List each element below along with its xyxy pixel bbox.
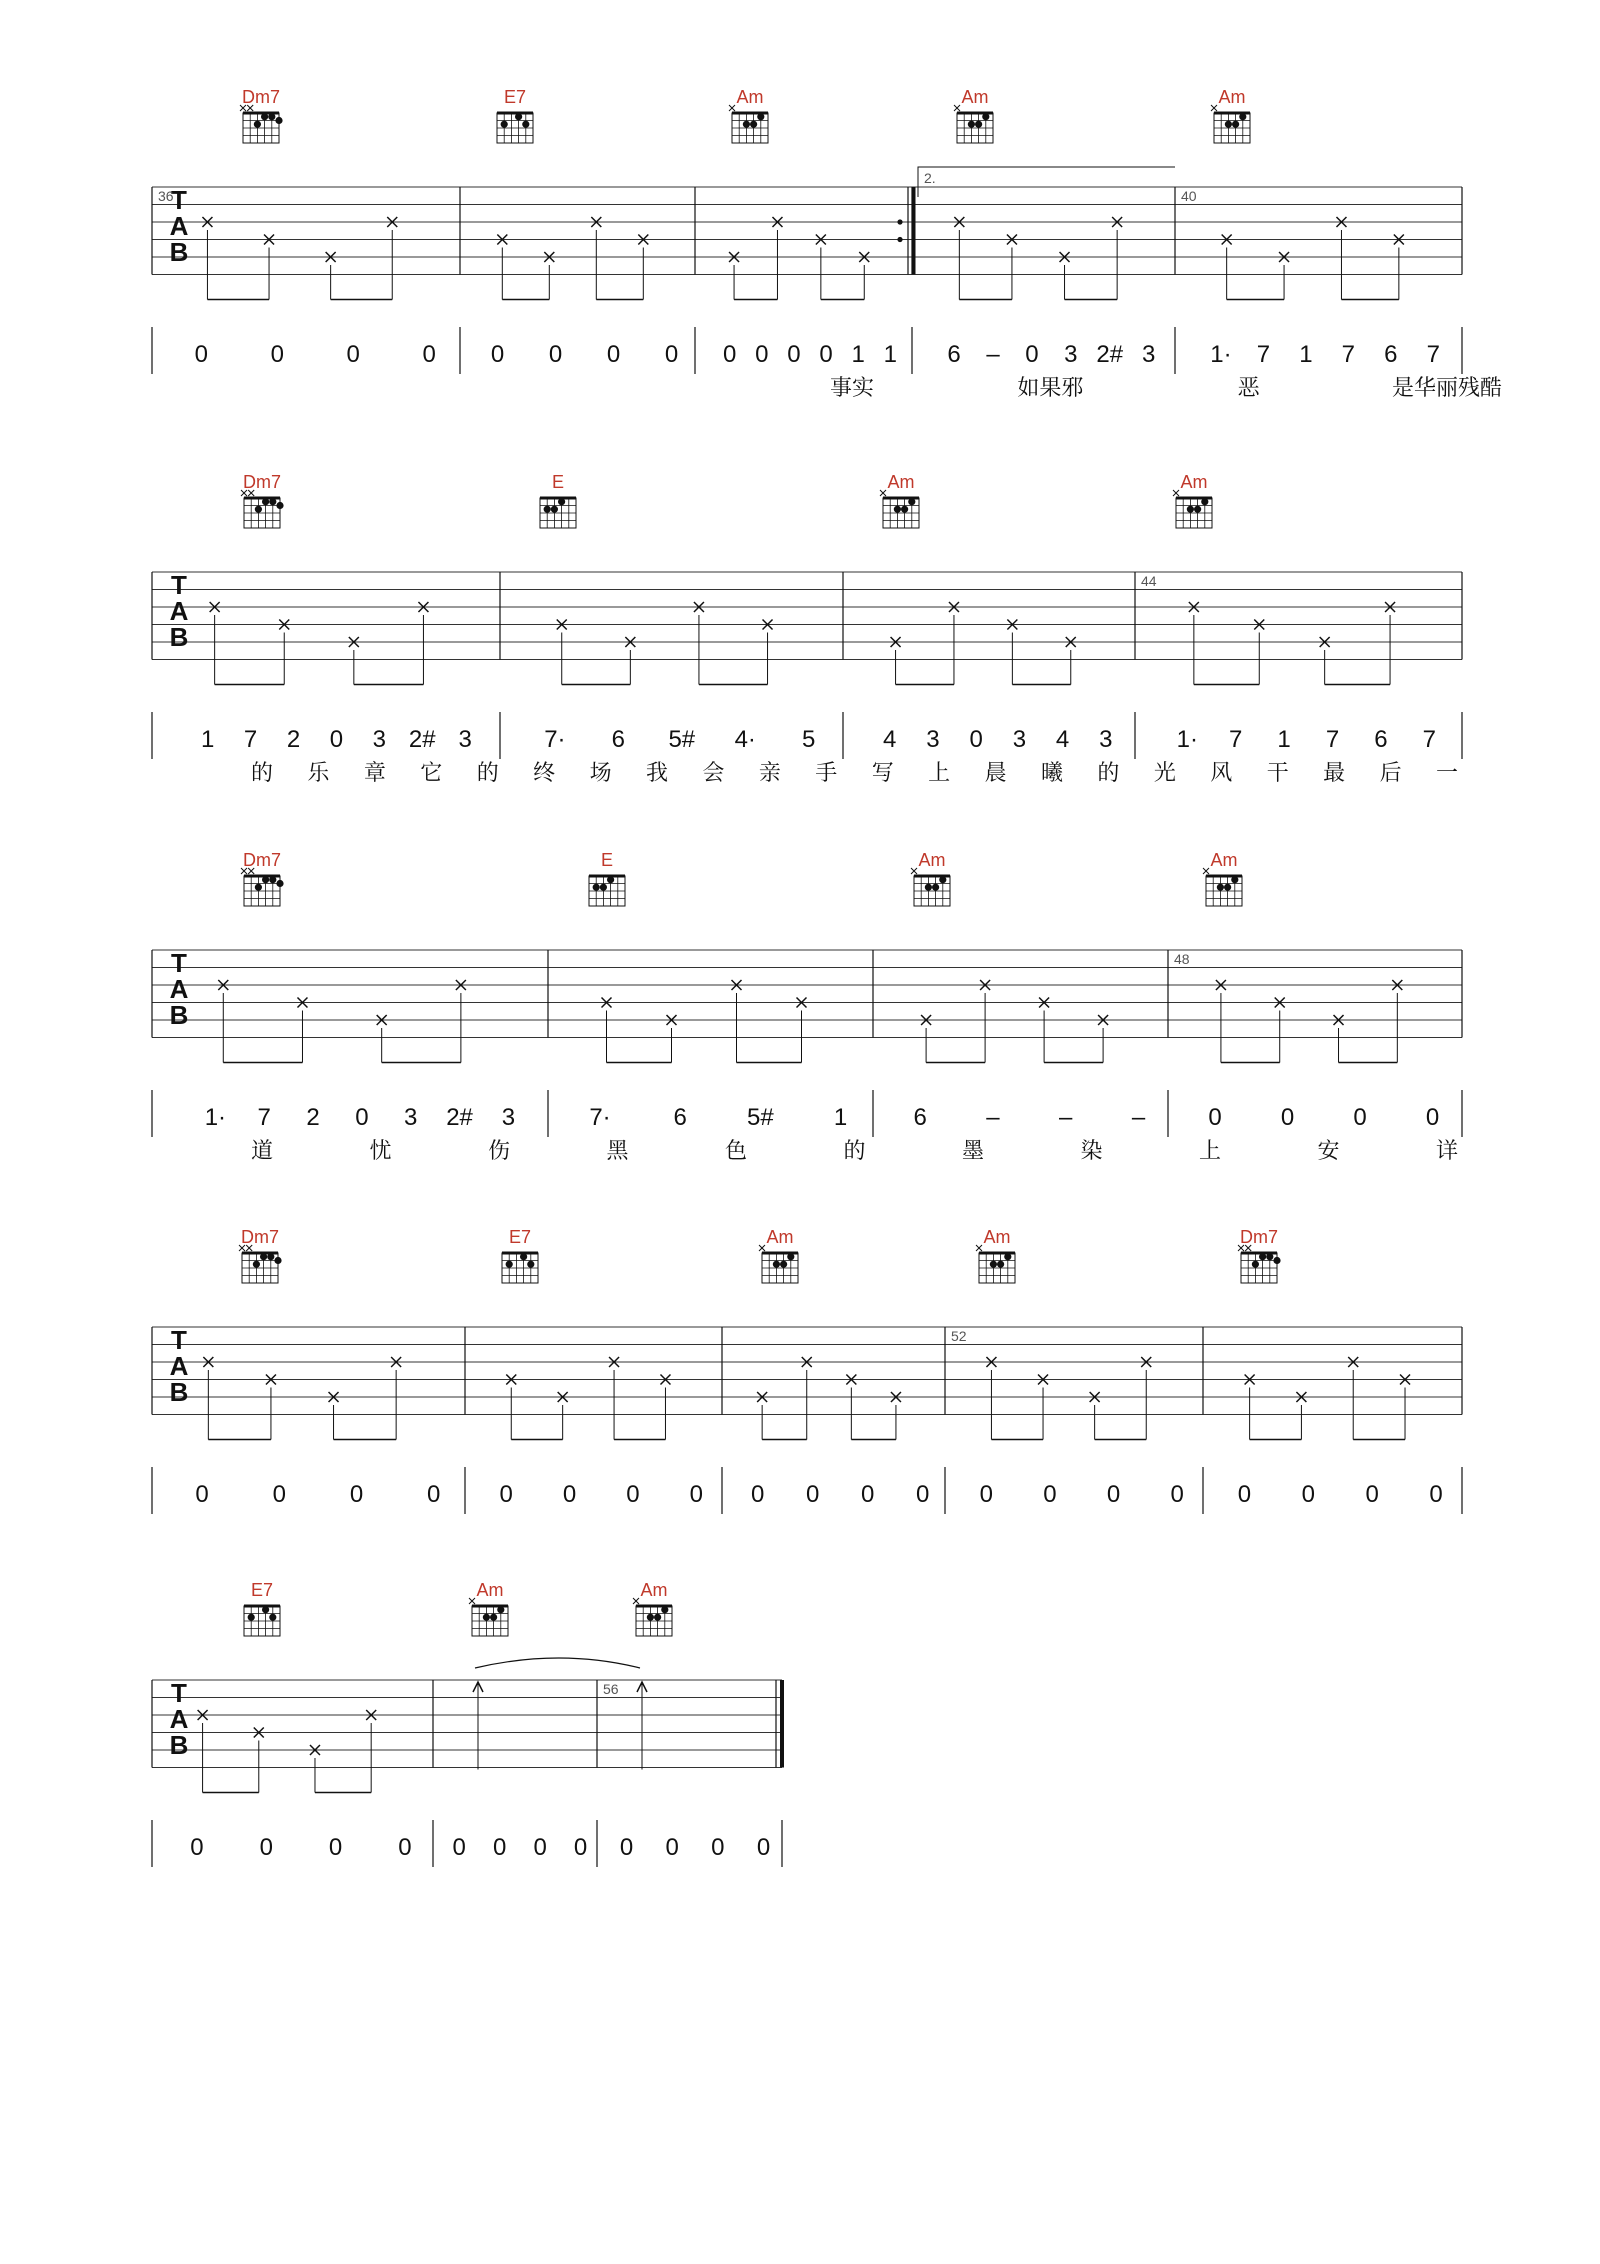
lyric-word: 晨 [984, 760, 1007, 785]
jianpu-note: 0 [1429, 1481, 1443, 1508]
chord-dot [787, 1253, 794, 1260]
chord-name: Dm7 [1239, 1227, 1279, 1247]
jianpu-note: 2 [286, 726, 301, 753]
jianpu-note: 0 [533, 1834, 547, 1861]
lyric-word: 上 [928, 760, 951, 785]
chord-dot [982, 113, 989, 120]
measure-number: 52 [951, 1328, 967, 1344]
measure-number: 44 [1141, 573, 1157, 589]
chord-dot [269, 498, 276, 505]
chord-dot [1187, 506, 1194, 513]
jianpu-note: – [1059, 1104, 1073, 1131]
tie-arc [475, 1658, 640, 1668]
jianpu-measure [883, 726, 1112, 753]
tab-clef-letter: T [171, 185, 187, 215]
jianpu-measure [751, 1481, 929, 1508]
lyric-word: 乐 [307, 760, 330, 785]
lyric-word: 伤 [487, 1138, 511, 1163]
chord-dot [490, 1614, 497, 1621]
chord-dot [520, 1253, 527, 1260]
chord-dot [780, 1261, 787, 1268]
jianpu-note: 0 [346, 341, 360, 368]
measure-number: 48 [1174, 951, 1190, 967]
jianpu-note: 0 [1425, 1104, 1440, 1131]
jianpu-measure [499, 1481, 703, 1508]
jianpu-measure [1208, 1104, 1439, 1131]
chord-dot [647, 1614, 654, 1621]
chord-dot [275, 117, 282, 124]
jianpu-measure [205, 1104, 515, 1131]
chord-dot [269, 1614, 276, 1621]
jianpu-note: 7 [1325, 726, 1340, 753]
jianpu-note: 7 [1341, 341, 1356, 368]
jianpu-note: 1 [201, 726, 215, 753]
chord-dot [483, 1614, 490, 1621]
lyric-word: 的 [1097, 760, 1120, 785]
jianpu-note: 7· [544, 726, 566, 753]
jianpu-note: 3 [1142, 341, 1156, 368]
jianpu-note: 2# [1096, 341, 1124, 368]
jianpu-measure [980, 1481, 1184, 1508]
volta-bracket [918, 167, 1175, 197]
jianpu-note: 2# [408, 726, 436, 753]
jianpu-note: – [986, 341, 1000, 368]
chord-dot [255, 506, 262, 513]
jianpu-note: 0 [787, 341, 801, 368]
jianpu-note: 0 [664, 341, 679, 368]
jianpu-note: 0 [499, 1481, 513, 1508]
lyric-word: 事实 [829, 375, 875, 400]
chord-name: Dm7 [241, 87, 281, 107]
jianpu-measure [620, 1834, 770, 1861]
chord-name: Am [640, 1580, 668, 1600]
chord-dot [261, 113, 268, 120]
jianpu-note: 1 [851, 341, 865, 368]
chord-dot [593, 884, 600, 891]
lyric-word: 上 [1198, 1138, 1222, 1163]
jianpu-note: 0 [1237, 1481, 1252, 1508]
chord-name: Am [766, 1227, 794, 1247]
jianpu-measure [1210, 341, 1440, 368]
jianpu-note: 5# [668, 726, 696, 753]
lyric-word: 光 [1153, 760, 1176, 785]
chord-dot [551, 506, 558, 513]
jianpu-note: – [1131, 1104, 1146, 1131]
jianpu-note: 0 [422, 341, 436, 368]
chord-name: Dm7 [242, 472, 282, 492]
jianpu-note: 0 [1280, 1104, 1295, 1131]
jianpu-note: 1 [833, 1104, 848, 1131]
jianpu-note: 5# [746, 1104, 774, 1131]
chord-dot [248, 1614, 255, 1621]
chord-dot [255, 884, 262, 891]
jianpu-note: 0 [328, 1834, 343, 1861]
jianpu-measure [914, 1104, 1146, 1131]
jianpu-measure [453, 1834, 588, 1861]
chord-dot [253, 1261, 260, 1268]
chord-name: Am [983, 1227, 1011, 1247]
chord-dot [501, 121, 508, 128]
lyric-word: 手 [815, 760, 838, 785]
tab-clef-letter: T [171, 1325, 187, 1355]
volta-label: 2. [924, 170, 936, 186]
tab-clef-letter: B [169, 1730, 189, 1760]
chord-dot [939, 876, 946, 883]
chord-dot [1231, 876, 1238, 883]
lyric-word: 亲 [758, 760, 781, 785]
lyric-word: 的 [476, 760, 499, 785]
jianpu-note: 7· [589, 1104, 611, 1131]
repeat-dot [897, 237, 902, 242]
jianpu-note: 0 [756, 1834, 771, 1861]
jianpu-note: 4 [1055, 726, 1070, 753]
jianpu-note: 3 [926, 726, 940, 753]
chord-dot [750, 121, 757, 128]
jianpu-note: 0 [329, 726, 344, 753]
jianpu-note: 7 [1256, 341, 1271, 368]
lyric-word: 最 [1323, 760, 1346, 785]
lyric-word: 场 [589, 760, 612, 785]
jianpu-note: 3 [1012, 726, 1027, 753]
jianpu-note: 0 [355, 1104, 369, 1131]
chord-dot [925, 884, 932, 891]
jianpu-note: 0 [490, 341, 505, 368]
jianpu-note: 5 [802, 726, 816, 753]
chord-dot [773, 1261, 780, 1268]
lyric-word: 终 [533, 760, 556, 785]
jianpu-note: 3 [404, 1104, 418, 1131]
jianpu-measure [201, 726, 472, 753]
lyric-word: 写 [871, 760, 894, 785]
jianpu-note: 0 [751, 1481, 765, 1508]
jianpu-note: 0 [979, 1481, 993, 1508]
jianpu-note: 7 [1426, 341, 1440, 368]
jianpu-note: 1· [204, 1104, 227, 1131]
chord-dot [497, 1606, 504, 1613]
jianpu-note: 0 [916, 1481, 930, 1508]
lyric-word: 详 [1435, 1138, 1459, 1163]
jianpu-note: 0 [493, 1834, 507, 1861]
jianpu-note: 0 [1353, 1104, 1367, 1131]
chord-dot [968, 121, 975, 128]
jianpu-note: 1 [1277, 726, 1291, 753]
jianpu-note: 0 [606, 341, 621, 368]
jianpu-note: 0 [626, 1481, 640, 1508]
chord-dot [1259, 1253, 1266, 1260]
jianpu-measure [195, 341, 436, 368]
chord-dot [990, 1261, 997, 1268]
measure-number: 40 [1181, 188, 1197, 204]
chord-name: E7 [250, 1580, 274, 1600]
lyric-word: 的 [843, 1138, 866, 1163]
jianpu-note: 0 [562, 1481, 577, 1508]
system-2 [152, 472, 1462, 785]
jianpu-note: 0 [861, 1481, 875, 1508]
lyric-word: 恶 [1237, 375, 1260, 400]
jianpu-note: 3 [1064, 341, 1078, 368]
jianpu-measure [544, 726, 815, 753]
lyric-word: 忧 [369, 1138, 392, 1163]
chord-dot [260, 1253, 267, 1260]
jianpu-note: 0 [711, 1834, 725, 1861]
chord-dot [932, 884, 939, 891]
jianpu-note: 7 [243, 726, 258, 753]
chord-dot [527, 1261, 534, 1268]
chord-name: Dm7 [240, 1227, 280, 1247]
jianpu-note: 6 [947, 341, 961, 368]
lyric-word: 安 [1317, 1138, 1340, 1163]
jianpu-note: 6 [611, 726, 626, 753]
jianpu-measure [1238, 1481, 1443, 1508]
chord-dot [506, 1261, 513, 1268]
jianpu-note: 6 [913, 1104, 927, 1131]
jianpu-note: 1· [1210, 341, 1232, 368]
lyric-word: 一 [1435, 760, 1459, 785]
jianpu-note: 0 [427, 1481, 441, 1508]
tab-clef-letter: T [171, 570, 187, 600]
lyric-word: 风 [1210, 760, 1233, 785]
chord-name: E7 [508, 1227, 532, 1247]
chord-name: E7 [503, 87, 527, 107]
chord-dot [276, 880, 283, 887]
jianpu-note: 3 [501, 1104, 516, 1131]
tab-clef-letter: A [169, 596, 189, 626]
measure-number: 36 [158, 188, 174, 204]
jianpu-note: 7 [1422, 726, 1436, 753]
chord-dot [757, 113, 764, 120]
chord-dot [894, 506, 901, 513]
lyric-word: 曦 [1040, 760, 1064, 785]
lyrics [251, 760, 1458, 785]
jianpu-note: 0 [272, 1481, 286, 1508]
chord-name: Am [1180, 472, 1208, 492]
chord-dot [1232, 121, 1239, 128]
chord-dot [661, 1606, 668, 1613]
tab-clef [170, 570, 189, 652]
jianpu-note: 0 [723, 341, 737, 368]
jianpu-note: 0 [398, 1834, 412, 1861]
chord-dot [1217, 884, 1224, 891]
jianpu-measure [947, 341, 1155, 368]
chord-dot [515, 113, 522, 120]
chord-name: Am [961, 87, 989, 107]
lyric-word: 黑 [606, 1138, 629, 1163]
tab-clef-letter: A [169, 974, 189, 1004]
jianpu-note: 0 [1170, 1481, 1184, 1508]
chord-dot [544, 506, 551, 513]
jianpu-note: 0 [806, 1481, 820, 1508]
chord-dot [1239, 113, 1246, 120]
chord-dot [262, 498, 269, 505]
jianpu-note: 4 [883, 726, 897, 753]
tab-clef-letter: B [169, 1377, 189, 1407]
chord-dot [1252, 1261, 1259, 1268]
system-4 [152, 1227, 1462, 1514]
chord-dot [1224, 884, 1231, 891]
chord-dot [262, 876, 269, 883]
jianpu-note: 0 [1365, 1481, 1379, 1508]
jianpu-measure [589, 1104, 847, 1131]
system-1 [152, 87, 1502, 400]
tab-clef-letter: B [169, 237, 189, 267]
measure-number: 56 [603, 1681, 619, 1697]
jianpu-note: 1· [1176, 726, 1198, 753]
jianpu-measure [195, 1481, 440, 1508]
chord-dot [1273, 1257, 1280, 1264]
tab-clef-letter: A [169, 1704, 189, 1734]
chord-dot [276, 502, 283, 509]
chord-dot [558, 498, 565, 505]
chord-dot [267, 1253, 274, 1260]
lyrics [830, 375, 1502, 400]
jianpu-note: 0 [1301, 1481, 1316, 1508]
chord-dot [1266, 1253, 1273, 1260]
lyric-word: 墨 [961, 1138, 985, 1163]
jianpu-note: 3 [372, 726, 387, 753]
tab-clef-letter: A [169, 211, 189, 241]
chord-dot [607, 876, 614, 883]
chord-name: E [551, 472, 565, 492]
chord-dot [743, 121, 750, 128]
jianpu-note: 6 [673, 1104, 687, 1131]
tab-clef [170, 1325, 189, 1407]
jianpu-measure [491, 341, 678, 368]
lyric-word: 我 [645, 760, 669, 785]
chord-dot [1201, 498, 1208, 505]
jianpu-measure [1177, 726, 1436, 753]
jianpu-note: 3 [458, 726, 472, 753]
chord-dot [262, 1606, 269, 1613]
chord-dot [908, 498, 915, 505]
system-3 [152, 850, 1462, 1163]
jianpu-note: 0 [270, 341, 284, 368]
jianpu-note: 0 [452, 1834, 466, 1861]
chord-dot [901, 506, 908, 513]
lyric-word: 道 [250, 1138, 274, 1163]
jianpu-note: 0 [573, 1834, 588, 1861]
lyric-word: 的 [250, 760, 274, 785]
tab-clef [170, 1678, 189, 1760]
jianpu-note: 0 [1208, 1104, 1222, 1131]
chord-dot [600, 884, 607, 891]
lyric-word: 后 [1379, 760, 1402, 785]
chord-dot [522, 121, 529, 128]
jianpu-note: 0 [259, 1834, 273, 1861]
tab-clef-letter: B [169, 622, 189, 652]
chord-dot [975, 121, 982, 128]
tab-clef [170, 948, 189, 1030]
jianpu-note: 0 [195, 1481, 209, 1508]
jianpu-note: 0 [1025, 341, 1039, 368]
jianpu-note: 1 [883, 341, 897, 368]
chord-dot [1004, 1253, 1011, 1260]
tab-clef-letter: B [169, 1000, 189, 1030]
jianpu-note: 0 [349, 1481, 364, 1508]
chord-name: Am [1218, 87, 1246, 107]
jianpu-note: 1 [1299, 341, 1313, 368]
jianpu-note: 0 [755, 341, 769, 368]
chord-name: Am [918, 850, 946, 870]
jianpu-note: 0 [689, 1481, 703, 1508]
jianpu-note: 0 [969, 726, 983, 753]
jianpu-note: 0 [548, 341, 563, 368]
chord-name: E [600, 850, 614, 870]
chord-dot [274, 1257, 281, 1264]
chord-dot [1225, 121, 1232, 128]
jianpu-note: 0 [1106, 1481, 1121, 1508]
jianpu-measure [190, 1834, 411, 1861]
jianpu-note: 7 [1229, 726, 1243, 753]
lyric-word: 是华丽残酷 [1391, 375, 1503, 400]
chord-name: Am [1210, 850, 1238, 870]
chord-dot [268, 113, 275, 120]
tab-clef-letter: A [169, 1351, 189, 1381]
lyrics [251, 1138, 1458, 1163]
lyric-word: 染 [1080, 1138, 1103, 1163]
chord-dot [654, 1614, 661, 1621]
chord-name: Am [887, 472, 915, 492]
lyric-word: 色 [724, 1138, 748, 1163]
jianpu-measure [723, 341, 897, 368]
jianpu-note: 4· [734, 726, 756, 753]
jianpu-note: 0 [190, 1834, 204, 1861]
jianpu-note: 6 [1374, 726, 1388, 753]
lyric-word: 会 [702, 760, 725, 785]
tab-clef-letter: T [171, 1678, 187, 1708]
jianpu-note: 0 [619, 1834, 634, 1861]
chord-dot [1194, 506, 1201, 513]
lyric-word: 如果邪 [1017, 375, 1084, 400]
system-5 [152, 1580, 782, 1867]
jianpu-note: 0 [194, 341, 208, 368]
chord-dot [269, 876, 276, 883]
jianpu-note: 0 [819, 341, 833, 368]
jianpu-note: 3 [1099, 726, 1113, 753]
jianpu-note: 0 [665, 1834, 679, 1861]
chord-dot [254, 121, 261, 128]
lyric-word: 干 [1266, 760, 1289, 785]
jianpu-note: 7 [257, 1104, 271, 1131]
jianpu-note: 2 [306, 1104, 320, 1131]
chord-name: Am [476, 1580, 504, 1600]
jianpu-note: – [986, 1104, 1000, 1131]
tab-clef-letter: T [171, 948, 187, 978]
chord-name: Am [736, 87, 764, 107]
jianpu-note: 0 [1043, 1481, 1057, 1508]
chord-name: Dm7 [242, 850, 282, 870]
jianpu-note: 6 [1384, 341, 1398, 368]
chord-dot [997, 1261, 1004, 1268]
lyric-word: 它 [420, 760, 443, 785]
lyric-word: 章 [363, 760, 386, 785]
jianpu-note: 2# [446, 1104, 473, 1131]
repeat-dot [897, 219, 902, 224]
